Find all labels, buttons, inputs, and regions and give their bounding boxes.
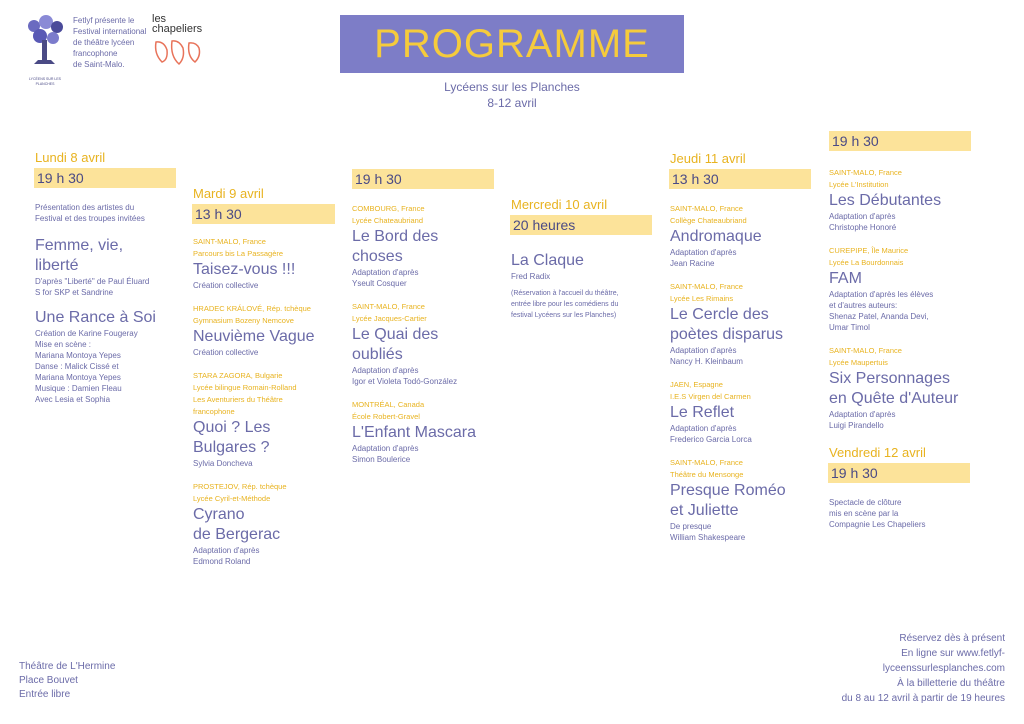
show-location: SAINT-MALO, France [670,282,743,291]
intro-line: de théâtre lycéen [73,38,135,47]
show-credit: Adaptation d'après les élèves [829,290,934,299]
show-title: L'Enfant Mascara [352,424,477,441]
venue-line: Place Bouvet [19,675,78,686]
show-location: COMBOURG, France [352,204,425,213]
show-note: festival Lycéens sur les Planches) [511,312,617,319]
show-block [352,203,497,289]
show-title: Femme, vie, [35,237,124,254]
show-location: STARA ZAGORA, Bulgarie [193,371,283,380]
show-school: Lycée Jacques-Cartier [352,314,427,323]
show-location: MONTRÉAL, Canada [352,400,425,409]
festival-logo-text: LYCÉENS SUR LES PLANCHES [28,77,62,86]
show-block [352,399,497,465]
show-title: FAM [829,270,862,287]
show-credit: Création collective [193,348,259,357]
show-block [829,245,979,333]
programme-banner: PROGRAMME [340,15,684,73]
show-block [829,345,979,431]
show-title: en Quête d'Auteur [829,390,959,407]
show-location: SAINT-MALO, France [829,346,902,355]
show-title: Six Personnages [829,370,950,387]
day-label: Vendredi 12 avril [829,445,926,460]
time-band: 13 h 30 [192,204,335,224]
venue-line: Théâtre de L'Hermine [19,661,116,672]
column-monday [35,150,175,405]
show-block [829,167,979,233]
show-title: Taisez-vous !!! [193,261,296,278]
intro-line: de Saint-Malo. [73,60,125,69]
booking-line: Réservez dès à présent [899,633,1005,644]
show-title: Bulgares ? [193,439,270,456]
show-title: poètes disparus [670,326,783,343]
show-title: liberté [35,257,79,274]
show-title: Quoi ? Les [193,419,271,436]
time-band: 19 h 30 [828,463,970,483]
show-credit: D'après "Liberté" de Paul Éluard [35,277,150,286]
time-band: 13 h 30 [669,169,811,189]
show-note: entrée libre pour les comédiens du [511,301,619,308]
show-block [670,281,815,367]
show-location: PROSTEJOV, Rép. tchèque [193,482,287,491]
show-credit: De presque [670,522,712,531]
show-title: Andromaque [670,228,762,245]
column-thursday-evening [829,131,979,530]
time-band: 19 h 30 [829,131,971,151]
show-school: I.E.S Virgen del Carmen [670,392,751,401]
time-band: 19 h 30 [352,169,494,189]
time-band: 19 h 30 [34,168,176,188]
booking-line: En ligne sur www.fetlyf- [901,648,1005,659]
show-title: Le Reflet [670,404,735,421]
show-school: francophone [193,407,235,416]
show-school: École Robert-Gravel [352,412,420,421]
day-label: Mercredi 10 avril [511,197,608,212]
show-location: SAINT-MALO, France [829,168,902,177]
show-credit: Danse : Malick Cissé et [35,362,119,371]
show-credit: Luigi Pirandello [829,421,884,430]
show-credit: Adaptation d'après [670,346,737,355]
day-label: Mardi 9 avril [193,186,264,201]
festival-logo [20,14,70,86]
show-title: de Bergerac [193,526,281,543]
show-title: oubliés [352,346,403,363]
show-credit: Adaptation d'après [670,424,737,433]
show-credit: Adaptation d'après [352,444,419,453]
show-credit: Jean Racine [670,259,715,268]
presentation-text: Festival et des troupes invitées [35,214,145,223]
show-credit: Avec Lesia et Sophia [35,395,111,404]
show-title: Une Rance à Soi [35,309,156,326]
show-title: Cyrano [193,506,245,523]
partner-logo-text: les chapeliers [152,13,203,35]
show-location: SAINT-MALO, France [193,237,266,246]
show-location: SAINT-MALO, France [670,458,743,467]
show-credit: Mise en scène : [35,340,92,349]
show-credit: et d'autres auteurs: [829,301,898,310]
show-school: Lycée Chateaubriand [352,216,424,225]
booking-info [842,631,1005,706]
show-credit: Frederico Garcia Lorca [670,435,752,444]
show-credit: Mariana Montoya Yepes [35,373,121,382]
show-title: choses [352,248,403,265]
show-credit: Adaptation d'après [352,268,419,277]
show-note: (Réservation à l'accueil du théâtre, [511,290,619,297]
show-block [193,303,338,358]
column-wednesday [511,197,651,321]
booking-line: À la billetterie du théâtre [897,678,1005,689]
show-school: Lycée bilingue Romain-Rolland [193,383,297,392]
festival-subtitle: Lycéens sur les Planches [444,80,580,94]
show-credit: Nancy H. Kleinbaum [670,357,743,366]
show-credit: Adaptation d'après [829,212,896,221]
presentation-text: Présentation des artistes du [35,203,135,212]
booking-line: lyceenssurlesplanches.com [882,663,1005,674]
show-author: Fred Radix [511,272,551,281]
show-credit: Adaptation d'après [829,410,896,419]
show-title: La Claque [511,252,584,269]
show-block [670,379,815,445]
show-school: Les Aventuriers du Théâtre [193,395,283,404]
show-credit: Adaptation d'après [193,546,260,555]
show-school: Gymnasium Bozeny Nemcove [193,316,294,325]
show-credit: Musique : Damien Fleau [35,384,122,393]
show-location: SAINT-MALO, France [352,302,425,311]
show-credit: Igor et Violeta Todó-González [352,377,458,386]
show-credit: Shenaz Patel, Ananda Devi, [829,312,929,321]
show-title: Le Quai des [352,326,439,343]
show-credit: William Shakespeare [670,533,746,542]
show-title: Les Débutantes [829,192,942,209]
partner-logo [152,14,207,74]
show-block [193,481,338,567]
intro-line: francophone [73,49,118,58]
show-school: Lycée L'Institution [829,180,889,189]
venue-info [19,660,115,702]
show-school: Lycée Les Rimains [670,294,734,303]
show-credit: Sylvia Doncheva [193,459,253,468]
booking-line: du 8 au 12 avril à partir de 19 heures [841,693,1005,704]
intro-line: Festival international [73,27,147,36]
show-school: Lycée La Bourdonnais [829,258,904,267]
show-school: Parcours bis La Passagère [193,249,284,258]
show-credit: Yseult Cosquer [352,279,407,288]
column-thursday [670,151,815,543]
show-block [193,370,338,469]
intro-text [73,15,153,70]
show-credit: Adaptation d'après [670,248,737,257]
show-credit: Edmond Roland [193,557,251,566]
show-school: Théâtre du Mensonge [670,470,744,479]
show-credit: Création de Karine Fougeray [35,329,138,338]
show-title: Presque Roméo [670,482,786,499]
show-location: SAINT-MALO, France [670,204,743,213]
show-title: Le Cercle des [670,306,769,323]
show-school: Lycée Cyril-et-Méthode [193,494,271,503]
festival-dates: 8-12 avril [487,96,537,110]
closing-text: Spectacle de clôture [829,498,902,507]
show-block [670,203,815,269]
show-title: et Juliette [670,502,739,519]
show-credit: Mariana Montoya Yepes [35,351,121,360]
day-label: Lundi 8 avril [35,150,106,165]
show-block [352,301,497,387]
show-school: Collège Chateaubriand [670,216,747,225]
show-block [670,457,815,543]
column-tuesday [193,186,338,567]
show-school: Lycée Maupertuis [829,358,888,367]
show-block [193,236,338,291]
closing-text: Compagnie Les Chapeliers [829,520,926,529]
show-credit: Création collective [193,281,259,290]
show-title: Neuvième Vague [193,328,315,345]
intro-line: Fetlyf présente le [73,16,135,25]
day-label: Jeudi 11 avril [670,151,746,166]
show-credit: Simon Boulerice [352,455,411,464]
show-credit: S for SKP et Sandrine [35,288,114,297]
show-location: JAEN, Espagne [670,380,723,389]
show-credit: Umar Timol [829,323,870,332]
venue-line: Entrée libre [19,689,71,700]
show-title: Le Bord des [352,228,439,245]
show-location: CUREPIPE, Île Maurice [829,246,909,255]
show-credit: Christophe Honoré [829,223,897,232]
time-band: 20 heures [510,215,652,235]
column-tuesday-evening [352,169,497,465]
show-credit: Adaptation d'après [352,366,419,375]
closing-text: mis en scène par la [829,509,899,518]
show-location: HRADEC KRÁLOVÉ, Rép. tchèque [193,304,311,313]
